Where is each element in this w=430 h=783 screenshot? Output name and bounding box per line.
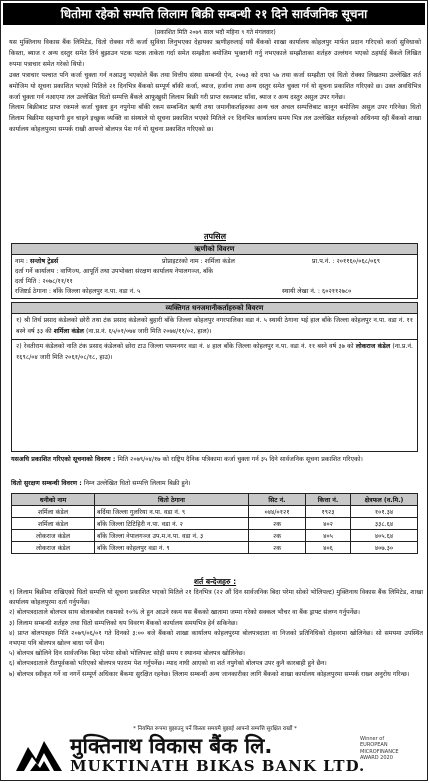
proprietor-label: प्रोप्राइटरको नाम : [162, 258, 203, 265]
issuing-office-label: दर्ता गर्ने कार्यालय : [15, 268, 59, 275]
conditions-list [9, 588, 423, 680]
collateral-table [11, 493, 418, 554]
condition-item: ३) लिलाम सम्बन्धी शर्तहरु तथा धितो सम्पत्तिको थप विवरण बैंकको कार्यालय समयभित्र हेर्न सकिनेछ। [9, 619, 238, 627]
guarantor-2-tail: (ना.प्र.नं. १६९८/०४ जारी मिति २०६१/०८/१८, हाउ)। [16, 343, 413, 361]
publish-date: (प्रकाशित मिति २०७९ साल भदौ महिना ९ गते मंगलवार) [154, 29, 276, 36]
table-header-row [12, 494, 418, 506]
regdate-label: दर्ता मिति : [15, 278, 41, 285]
table-row [12, 518, 418, 530]
name-label: नाम : [15, 258, 29, 265]
borrower-name-row [15, 256, 58, 265]
prior-notice-label: यसअघि प्रकाशित गरिएको सूचनाको विवरण : [11, 456, 116, 463]
award-line: AWARD 2020 [360, 755, 393, 762]
regno-value: २०११६०/०६८/०६९ [336, 258, 380, 265]
award-line: MICROFINANCE [360, 748, 399, 755]
guarantor-1 [12, 314, 417, 339]
kitta-cell: १९२३ [306, 506, 351, 518]
intro-paragraph: लिलाम बिक्रीबाट प्राप्त रकमले कर्जा चुक्ता हुन नपुगेमा बाँकी रकम सम्बन्धित ऋणी तथा जमानीकर्ताहरुका अन्य चल अचल सम्पत्तिबाट कानून बमोजिम असुल उपर गरिनेछ। धितो लिलाम बिक्रीमा सहभागी हुन चाहने इच्छुक व्यक्ति वा संस्थाले यो सूचना प्रकाशित भएको मितिले २१ दिनभित्र कार्यालय समय भित्र तल उल्लेखित शर्तहरुको अधिनमा रही बैंकको शाखा कार्यालय कोहलपुरमा सम्पर्क राखी आफ्नो बोलपत्र पेश गर्न यो सूचना प्रकाशित गरिएको छ। [9, 104, 421, 134]
owner-cell: शर्मिला कंडेल [12, 506, 95, 518]
condition-item: ६) बोलपत्रदाताले रीतपूर्वकको भरिएको बोलपत्र फाराम पेश गर्नुपर्नेछ। म्याद नाघी आएको वा शर्त नपुगेको बोलपत्र उपर कुनै कारबाही हुने छैन। [9, 660, 327, 668]
col-area: क्षेत्रफल (व.मि.) [351, 494, 418, 506]
award-line: EUROPEAN [360, 742, 388, 749]
tapsil-heading: तपसिल [203, 232, 226, 241]
guarantor-1-tail: (ना.प्र.नं. ६५/०१/०७४ जारी मिति २०७४/११/०२, हाल)। [85, 327, 212, 335]
condition-item: १) लिलाम बिक्रीमा राखिएको धितो सम्पत्ति यो सूचना प्रकाशित भएको मितिले २१ दिनभित्र (२२ औं दिन सार्वजनिक बिदा परेमा सोको भोलिपल्ट) मुक्तिनाथ विकास बैंक लिमिटेड, शाखा कार्यालय कोहलपुरमा दर्ता गर्नुपर्नेछ। [9, 589, 423, 607]
borrower-box [11, 243, 418, 299]
award-badge [360, 736, 420, 762]
intro-paragraph: उक्त पत्राचार पश्चात पनि कर्जा चुक्ता गर्न नआउनु भएकोले बैंक तथा वित्तीय संस्था सम्बन्धी ऐन, २०७३ को दफा ५७ तथा कर्जा सम्झौता एवं धितो रोक्का लिखतमा उल्लेखित शर्त बमोजिम यो सूचना प्रकाशित भएको मितिले २१ दिनभित्र बैंकको सम्पूर्ण बाँकी कर्जा, ब्याज, हर्जाना तथा अन्य दस्तुर समेत चुक्ता गर्न यो सूचना प्रकाशित गरिएको छ। उक्त अवधिभित्र कर्जा चुक्ता गर्न नआएमा तल उल्लेखित धितो सम्पत्ति बैंकले आफूखुसी लिलाम बिक्री गरी प्राप्त रकमबाट साँवा, ब्याज र अन्य दस्तुर असुल उपर गर्नेछ। [9, 71, 421, 101]
regdate-row [15, 276, 73, 285]
intro-paragraph: यस मुक्तिनाथ विकास बैंक लिमिटेड, धितो रोक्का गरी कर्जा सुविधा लिनुभएका देहायका ऋणीहरुलाई यसै बैंकको शाखा कार्यालय कोहलपुर मार्फत प्रदान गरिएको कर्जा सुविधाको किस्ता, ब्याज र अन्य दस्तुर समेत तिर्न बुझाउन पटक पटक ताकेता गर्दा समेत सम्झौता बमोजिम भुक्तानी गर्नु नभएकाले सम्झौताका शर्तहरु उल्लंघन भएको ठहर्याई बैंकले लिखित रुपमा पत्राचार समेत गरेको थियो। [9, 39, 421, 68]
prior-notice-text: मिति २०७९/०४/१७ को राष्ट्रिय दैनिक पत्रिकामा कर्जा चुक्ता गर्न ३५ दिने सार्वजनिक सूचना प्रकाशित गरिएको। [117, 456, 363, 463]
address-cell: बाँके जिल्ला टिटिहिरी न.पा. वडा नं. २ [95, 518, 249, 530]
table-row [12, 542, 418, 554]
notice-title: धितोमा रहेको सम्पत्ति लिलाम बिक्री सम्बन्धी २१ दिने सार्वजनिक सूचना [3, 3, 425, 25]
area-cell: ३३८.६४ [351, 518, 418, 530]
proprietor-row [162, 256, 235, 265]
guarantor-box [11, 302, 418, 452]
footer-note: * नियमित रूपमा बुझाउनु पर्ने किस्ता समयमै बुझाई आफ्नो सम्पत्ति सुरक्षित राखौं * [133, 726, 297, 732]
advertisement-info [11, 455, 418, 489]
kitta-cell: ४०२ [306, 518, 351, 530]
area-cell: १०१.३४ [351, 506, 418, 518]
proprietor-name: शर्मिला कंडेल [204, 258, 235, 265]
prior-notice [11, 455, 418, 465]
area-cell: ४०७.३० [351, 542, 418, 554]
sheet-cell: २क [249, 530, 306, 542]
kitta-cell: ४०५ [306, 530, 351, 542]
address-label: रजिष्टर्ड ठेगाना : [15, 288, 52, 295]
collateral-label: धितो सुरक्षण सम्बन्धी विवरण : [11, 480, 82, 487]
address-cell: बाँके जिल्ला कोहलपुर वडा नं. ९ [95, 542, 249, 554]
regno-label: प्रा.प.नं. : [312, 258, 335, 265]
collateral-info [11, 479, 418, 489]
issuing-office-row [15, 266, 213, 275]
address-row [15, 286, 140, 295]
owner-cell: लोकराज कंडेल [12, 530, 95, 542]
regno-row [312, 256, 380, 265]
award-line: Winner of [360, 736, 385, 742]
address-value: बाँके जिल्ला कोहलपुर न.पा. वडा नं. ५ [53, 288, 141, 295]
area-cell: ४०५.६४ [351, 530, 418, 542]
address-cell: बाँके जिल्ला नेपालगञ्ज उप.म.न.पा. वडा नं. ३ [95, 530, 249, 542]
condition-item: ५) बोलपत्र खोलिने दिन सार्वजनिक बिदा परेमा सोको भोलिपल्ट सोही समय र स्थानमा बोलपत्र खोलिनेछ। [9, 650, 246, 658]
pan-row [282, 286, 351, 295]
guarantor-band: व्यक्तिगत धनजमानीकर्ताहरुको विवरण [12, 303, 417, 314]
regdate-value: २०७८/११/११ [42, 278, 73, 285]
guarantor-1-text: १) श्री तिर्थ प्रसाद कंडेलको छोरी तथा टंक प्रसाद कंडेलको बुहारी बाँके जिल्ला कोहलपुर नगरपालिका वडा नं. ५ स्थायी ठेगाना भई हाल बाँके जिल्ला कोहलपुर न.पा. वडा नं. ११ बस्ने वर्ष ३३ की [16, 317, 413, 335]
condition-item: ४) प्राप्त बोलपत्रहरु मिति २०७९/०६/०१ गते दिनको ३:०० बजे बैंकको शाखा कार्यालय कोहलपुरमा बोलपत्रदाता वा निजको प्रतिनिधिको रोहवरमा खोलिनेछ। सो समयमा उपस्थित नभएमा पनि बोलपत्र खोल्न बाधा पर्ने छैन। [9, 629, 423, 648]
address-cell: बर्दिया जिल्ला गुलरिया न.पा. वडा नं. ९ [95, 506, 249, 518]
borrower-name: सन्तोष ट्रेडर्स [30, 258, 59, 265]
pan-value: ६०२११२७८० [321, 288, 352, 295]
sheet-cell: २क [249, 542, 306, 554]
guarantor-1-name: शर्मिला कंडेल [53, 327, 84, 335]
col-kitta: कित्ता नं. [306, 494, 351, 506]
sheet-cell: ०४४/०१२१ [249, 506, 306, 518]
collateral-text: निम्न उल्लेखित धितो सम्पत्ति लिलाम बिक्री हुने। [83, 480, 191, 487]
conditions-heading: शर्त बन्देजहरु : [193, 577, 237, 586]
guarantor-2 [12, 339, 417, 365]
condition-item: २) बोलपत्रदाताले बोलपत्र साथ बोलकबोल रकमको १०% ले हुन आउने रकम यस बैंकको खातामा जम्मा गरेको सक्कल भौचर वा बैंक ड्राफ्ट संलग्न गर्नुपर्नेछ। [9, 609, 360, 617]
issuing-office-value: वाणिज्य, आपूर्ति तथा उपभोक्ता संरक्षण कार्यालय नेपालगञ्ज, बाँके [60, 268, 214, 275]
intro-text [9, 38, 421, 136]
table-row [12, 530, 418, 542]
sheet-cell: २क [249, 518, 306, 530]
col-sheet: सिट नं. [249, 494, 306, 506]
bank-logo-icon [14, 735, 64, 775]
borrower-band: ऋणीको विवरण [12, 244, 417, 255]
kitta-cell: ४०६ [306, 542, 351, 554]
owner-cell: शर्मिला कंडेल [12, 518, 95, 530]
brand-english: MUKTINATH BIKAS BANK LTD. [70, 757, 366, 775]
pan-label: स्थायी लेखा नं. : [282, 288, 320, 295]
owner-cell: लोकराज कंडेल [12, 542, 95, 554]
table-row [12, 506, 418, 518]
guarantor-2-name: लोकराज कंडेल [355, 343, 391, 350]
brand-nepali: मुक्तिनाथ विकास बैंक लि. [70, 734, 273, 758]
col-address: धितो ठेगाना [95, 494, 249, 506]
condition-item: ७) बोलपत्र स्वीकृत गर्ने वा नगर्ने सम्पूर्ण अधिकार बैंकमा सुरक्षित रहनेछ। लिलाम सम्बन्धी अन्य जानकारीका लागि बैंकको शाखा कार्यालय कोहलपुरमा सम्पर्क राख्न अनुरोध गरिन्छ। [9, 670, 410, 678]
col-owner: धनीको नाम [12, 494, 95, 506]
guarantor-2-text: २) रेवतीराम कंडेलको नाति टंक प्रसाद कंडेलको छोरा टाउ जिल्ला पथमनगर वडा नं. ४ हाल बाँके जिल्ला कोहलपुर न.पा. वडा नं. ११ बस्ने वर्ष ३७ को [16, 343, 354, 350]
